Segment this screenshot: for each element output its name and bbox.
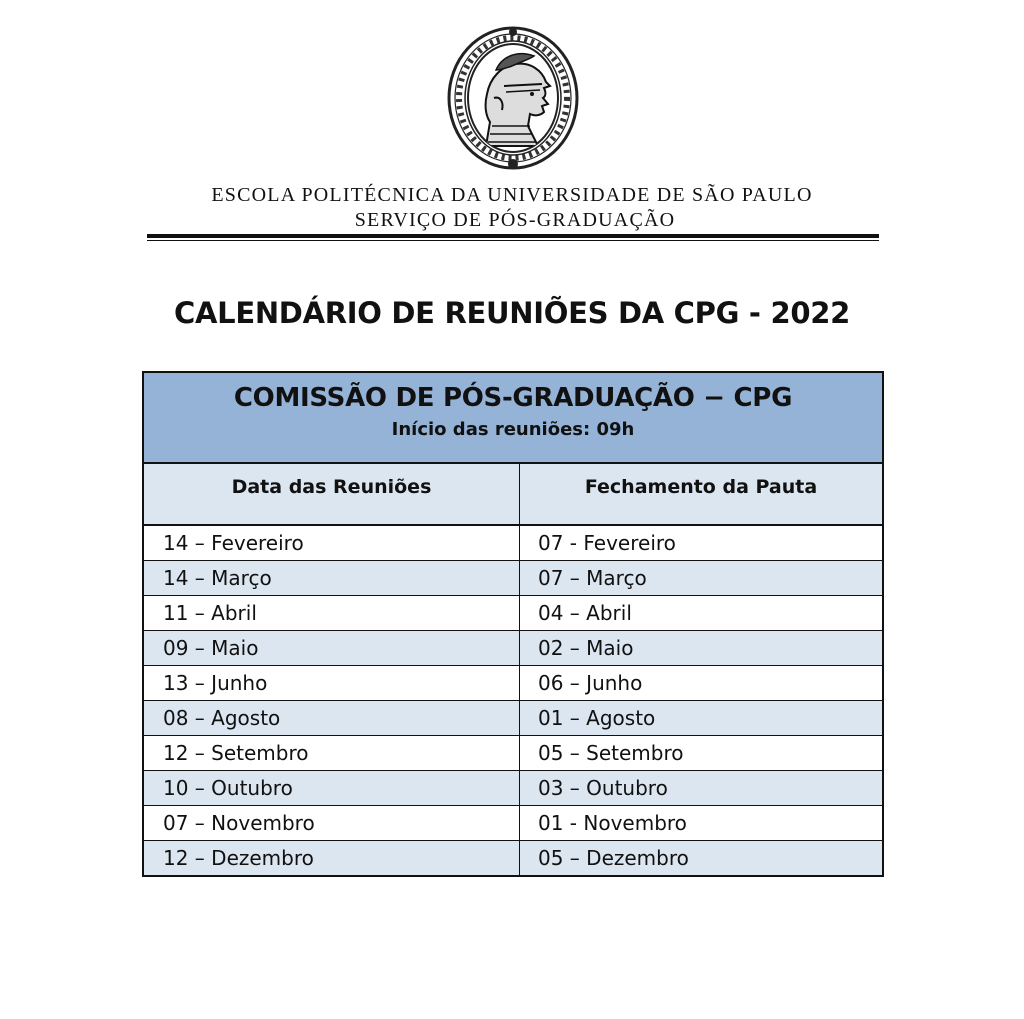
agenda-closing-cell: 04 – Abril: [538, 601, 632, 625]
meeting-date-cell: 11 – Abril: [144, 596, 520, 630]
table-row: [144, 841, 882, 875]
agenda-closing-cell: 05 – Dezembro: [538, 846, 689, 870]
agenda-closing-cell: 01 - Novembro: [538, 811, 687, 835]
meeting-date-cell: 09 – Maio: [144, 631, 520, 665]
agenda-closing-cell: 07 - Fevereiro: [538, 531, 676, 555]
table-row: [144, 526, 882, 561]
header-divider-thick: [147, 234, 879, 238]
column-header-meeting-date: Data das Reuniões: [144, 464, 520, 524]
table-header: [144, 373, 882, 464]
agenda-closing-cell: 02 – Maio: [538, 636, 634, 660]
meeting-date-cell: 12 – Setembro: [144, 736, 520, 770]
table-row: [144, 631, 882, 666]
agenda-closing-cell: 07 – Março: [538, 566, 647, 590]
escola-politecnica-crest-icon: [446, 26, 580, 176]
agenda-closing-cell: 06 – Junho: [538, 671, 643, 695]
header-divider-thin: [147, 240, 879, 241]
meeting-date-cell: 14 – Março: [144, 561, 520, 595]
table-row: [144, 666, 882, 701]
table-row: [144, 596, 882, 631]
agenda-closing-cell: 01 – Agosto: [538, 706, 656, 730]
department-name: SERVIÇO DE PÓS-GRADUAÇÃO: [354, 209, 676, 231]
meeting-date-cell: 14 – Fevereiro: [144, 526, 520, 560]
table-row: [144, 771, 882, 806]
table-row: [144, 736, 882, 771]
column-headers: [144, 464, 882, 526]
page-title: CALENDÁRIO DE REUNIÕES DA CPG - 2022: [174, 296, 850, 330]
agenda-closing-cell: 05 – Setembro: [538, 741, 684, 765]
table-title: COMISSÃO DE PÓS-GRADUAÇÃO − CPG: [233, 383, 793, 413]
meeting-calendar-table: [142, 371, 884, 877]
table-body: [144, 526, 882, 875]
meeting-date-cell: 10 – Outubro: [144, 771, 520, 805]
column-header-agenda-closing: Fechamento da Pauta: [584, 476, 818, 498]
institution-heading: [0, 183, 1024, 233]
table-subtitle: Início das reuniões: 09h: [391, 419, 635, 440]
meeting-date-cell: 07 – Novembro: [144, 806, 520, 840]
institution-name: ESCOLA POLITÉCNICA DA UNIVERSIDADE DE SÃO PAULO: [211, 184, 813, 206]
meeting-date-cell: 08 – Agosto: [144, 701, 520, 735]
meeting-date-cell: 12 – Dezembro: [144, 841, 520, 875]
agenda-closing-cell: 03 – Outubro: [538, 776, 668, 800]
meeting-date-cell: 13 – Junho: [144, 666, 520, 700]
table-row: [144, 561, 882, 596]
table-row: [144, 806, 882, 841]
table-row: [144, 701, 882, 736]
